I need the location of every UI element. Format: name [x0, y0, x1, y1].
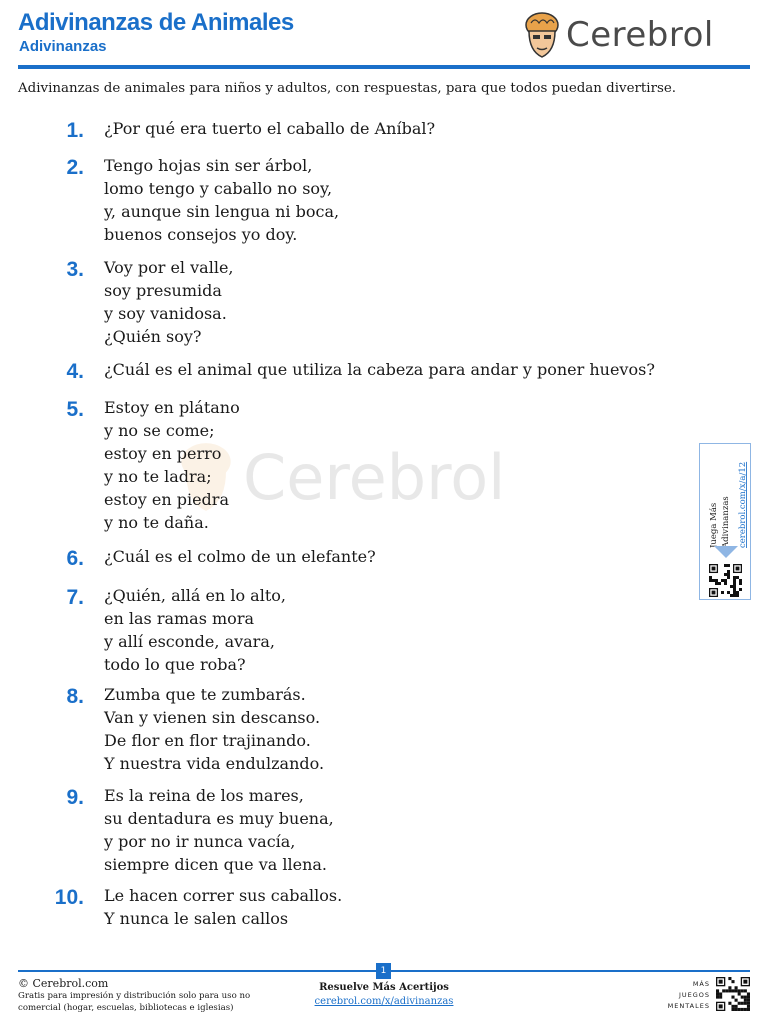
riddle-text: [104, 117, 435, 140]
riddle-line: estoy en piedra: [104, 490, 229, 509]
brand-name: Cerebrol: [566, 15, 714, 55]
side-promo-line1: Juega Más: [709, 502, 719, 548]
qr-code-icon[interactable]: [709, 564, 742, 597]
footer-cta-link[interactable]: cerebrol.com/x/adivinanzas: [314, 996, 454, 1007]
page-number: 1: [376, 963, 391, 979]
riddle-text: [104, 784, 334, 876]
riddle-number: 1.: [66, 119, 84, 142]
riddle-line: Y nunca le salen callos: [104, 909, 289, 928]
riddle-line: buenos consejos yo doy.: [104, 225, 298, 244]
riddle-number: 9.: [66, 786, 84, 809]
riddle-line: Y nuestra vida endulzando.: [104, 754, 325, 773]
riddle-line: ¿Cuál es el colmo de un elefante?: [104, 547, 376, 566]
riddle-line: Zumba que te zumbarás.: [104, 685, 306, 704]
riddle-number: 3.: [66, 258, 84, 281]
riddle-line: su dentadura es muy buena,: [104, 809, 334, 828]
footer-more-line3: MENTALES: [667, 1002, 710, 1010]
riddle-number: 10.: [54, 886, 84, 909]
footer-cta-title: Resuelve Más Acertijos: [319, 982, 449, 993]
riddle-text: [104, 256, 234, 348]
riddle-line: Van y vienen sin descanso.: [104, 708, 321, 727]
riddle-line: siempre dicen que va llena.: [104, 855, 327, 874]
riddle-line: Le hacen correr sus caballos.: [104, 886, 343, 905]
riddle-number: 4.: [66, 360, 84, 383]
riddle-line: y allí esconde, avara,: [104, 632, 275, 651]
riddle-line: Es la reina de los mares,: [104, 786, 304, 805]
riddle-line: Tengo hojas sin ser árbol,: [104, 156, 313, 175]
footer-copyright: © Cerebrol.com: [18, 977, 109, 990]
header-divider: [18, 65, 750, 69]
side-promo-text: [704, 450, 748, 550]
riddle-text: [104, 154, 339, 246]
riddle-text: [104, 683, 324, 775]
page-subtitle: Adivinanzas: [19, 38, 107, 55]
brand-logo-link[interactable]: [522, 10, 714, 60]
riddle-line: ¿Cuál es el animal que utiliza la cabeza para andar y poner huevos?: [104, 360, 655, 379]
riddle-line: ¿Por qué era tuerto el caballo de Aníbal?: [104, 119, 436, 138]
watermark-text: Cerebrol: [243, 440, 506, 514]
riddle-text: [104, 396, 240, 534]
riddle-text: [104, 545, 376, 568]
riddle-line: y soy vanidosa.: [104, 304, 227, 323]
riddle-text: [104, 884, 342, 930]
qr-code-icon[interactable]: [716, 977, 750, 1011]
riddle-number: 7.: [66, 586, 84, 609]
riddle-line: y no te ladra;: [104, 467, 212, 486]
riddle-line: ¿Quién, allá en lo alto,: [104, 586, 286, 605]
riddle-number: 8.: [66, 685, 84, 708]
riddle-line: y, aunque sin lengua ni boca,: [104, 202, 340, 221]
intro-text: Adivinanzas de animales para niños y adultos, con respuestas, para que todos puedan divertirse.: [18, 81, 677, 96]
footer-more-line1: MÁS: [692, 980, 710, 988]
footer-license-note: Gratis para impresión y distribución solo para uso no comercial (hogar, escuelas, bibliotecas e iglesias): [18, 991, 251, 1013]
riddle-text: [104, 584, 286, 676]
footer-more-line2: JUEGOS: [678, 991, 710, 999]
riddle-text: [104, 358, 655, 381]
riddle-line: ¿Quién soy?: [104, 327, 202, 346]
riddle-number: 5.: [66, 398, 84, 421]
riddle-line: y no te daña.: [104, 513, 209, 532]
riddle-line: soy presumida: [104, 281, 222, 300]
riddle-line: todo lo que roba?: [104, 655, 246, 674]
riddle-number: 2.: [66, 156, 84, 179]
side-promo-panel[interactable]: [699, 443, 751, 600]
side-promo-link[interactable]: cerebrol.com/x/a/12: [738, 461, 748, 548]
riddle-line: y no se come;: [104, 421, 215, 440]
page-title: Adivinanzas de Animales: [18, 9, 294, 36]
riddle-line: en las ramas mora: [104, 609, 254, 628]
riddle-line: Voy por el valle,: [104, 258, 234, 277]
riddle-line: y por no ir nunca vacía,: [104, 832, 296, 851]
riddle-line: estoy en perro: [104, 444, 222, 463]
riddle-line: Estoy en plátano: [104, 398, 240, 417]
brain-face-icon: [522, 11, 562, 59]
riddle-line: lomo tengo y caballo no soy,: [104, 179, 333, 198]
riddle-number: 6.: [66, 547, 84, 570]
arrow-down-icon: [714, 546, 738, 558]
footer-more-games: [658, 979, 710, 1012]
side-promo-line2: Adivinanzas: [721, 496, 731, 548]
riddle-line: De flor en flor trajinando.: [104, 731, 311, 750]
